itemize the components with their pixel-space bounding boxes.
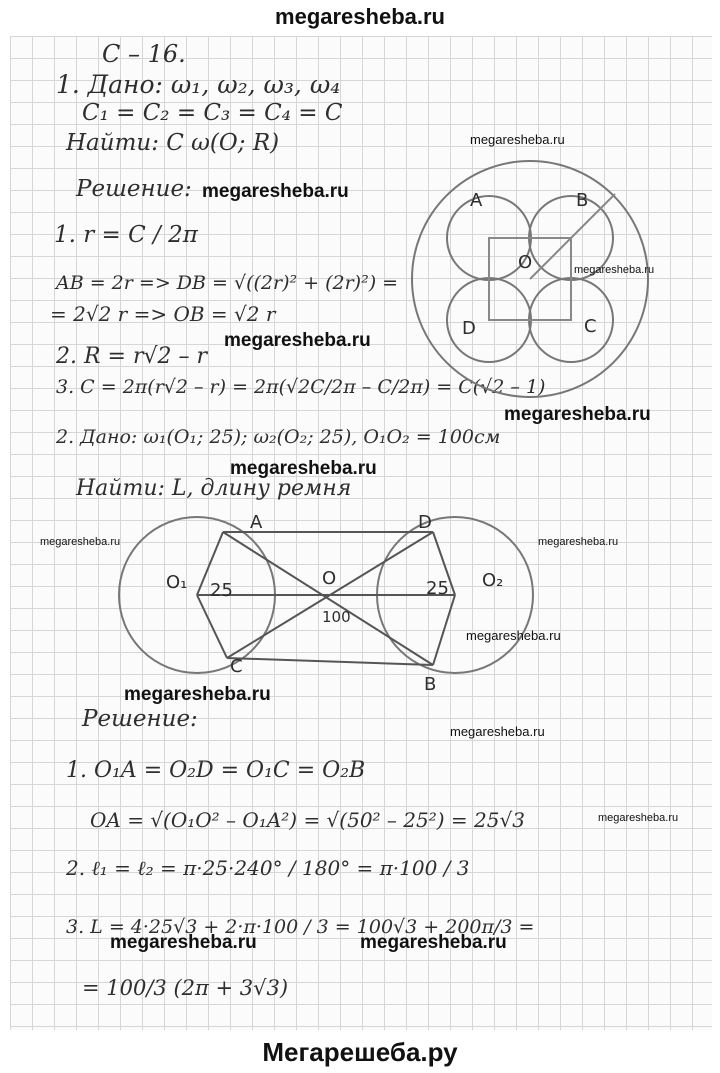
figure-belt — [115, 520, 535, 690]
problem-code: C – 16. — [102, 40, 186, 68]
problem2-step3: 3. L = 4·25√3 + 2·π·100 / 3 = 100√3 + 200π/3 = — [66, 916, 535, 938]
watermark: megaresheba.ru — [450, 724, 545, 739]
fig2-label-d: D — [418, 512, 432, 533]
watermark: megaresheba.ru — [470, 132, 565, 147]
watermark: megaresheba.ru — [124, 684, 271, 705]
problem2-step4: = 100/3 (2π + 3√3) — [82, 976, 289, 1000]
site-footer: Мегарешеба.ру — [262, 1037, 458, 1067]
notebook-page — [10, 36, 712, 1030]
tangent-cb — [227, 658, 433, 665]
problem1-step3: 3. C = 2π(r√2 – r) = 2π(√2C/2π – C/2π) = C(√2 – 1) — [56, 376, 546, 398]
radius-o2-b — [433, 595, 455, 665]
fig2-label-r1: 25 — [210, 580, 233, 601]
figure-four-circles — [405, 154, 655, 404]
fig2-label-o1: O₁ — [166, 572, 188, 593]
fig2-label-o: O — [322, 568, 337, 589]
problem2-step1b: OA = √(O₁O² – O₁A²) = √(50² – 25²) = 25√3 — [90, 808, 525, 832]
problem2-step1a: 1. O₁A = O₂D = O₁C = O₂B — [66, 758, 366, 783]
radius-o1-c — [197, 595, 227, 658]
watermark: megaresheba.ru — [466, 628, 561, 643]
problem1-step1c: = 2√2 r => OB = √2 r — [50, 302, 276, 326]
fig1-label-a: A — [470, 190, 483, 211]
watermark: megaresheba.ru — [574, 264, 655, 276]
watermark: megaresheba.ru — [230, 458, 377, 479]
watermark: megaresheba.ru — [110, 932, 257, 953]
problem2-step2: 2. ℓ₁ = ℓ₂ = π·25·240° / 180° = π·100 / 3 — [66, 856, 470, 880]
fig1-label-b: B — [576, 190, 589, 211]
problem2-given: 2. Дано: ω₁(O₁; 25); ω₂(O₂; 25), O₁O₂ = 100см — [56, 426, 501, 448]
problem1-given-equal: C₁ = C₂ = C₃ = C₄ = C — [82, 100, 343, 126]
watermark: megaresheba.ru — [504, 404, 651, 425]
problem1-given: 1. Дано: ω₁, ω₂, ω₃, ω₄ — [56, 70, 341, 99]
problem1-step1b: AB = 2r => DB = √((2r)² + (2r)²) = — [56, 272, 399, 294]
fig2-label-o2: O₂ — [482, 570, 504, 591]
fig1-label-c: C — [584, 316, 597, 337]
problem1-find: Найти: C ω(O; R) — [66, 130, 280, 156]
watermark: megaresheba.ru — [224, 330, 371, 351]
problem1-solution-heading: Решение: — [76, 176, 192, 202]
fig2-label-b: B — [424, 674, 437, 695]
fig2-label-a: A — [250, 512, 263, 533]
problem1-step2: 2. R = r√2 – r — [56, 344, 208, 369]
watermark: megaresheba.ru — [40, 536, 121, 548]
watermark: megaresheba.ru — [202, 181, 349, 202]
fig1-label-o: O — [518, 252, 533, 273]
watermark: megaresheba.ru — [598, 812, 679, 824]
watermark: megaresheba.ru — [538, 536, 619, 548]
fig2-label-100: 100 — [322, 608, 351, 626]
fig1-label-d: D — [462, 318, 476, 339]
problem2-find: Найти: L, длину ремня — [76, 476, 352, 501]
watermark: megaresheba.ru — [360, 932, 507, 953]
fig2-label-r2: 25 — [426, 578, 449, 599]
site-header: megaresheba.ru — [275, 4, 445, 29]
problem2-solution-heading: Решение: — [82, 706, 198, 732]
problem1-step1a: 1. r = C / 2π — [54, 222, 198, 248]
fig2-label-c: C — [230, 656, 243, 677]
